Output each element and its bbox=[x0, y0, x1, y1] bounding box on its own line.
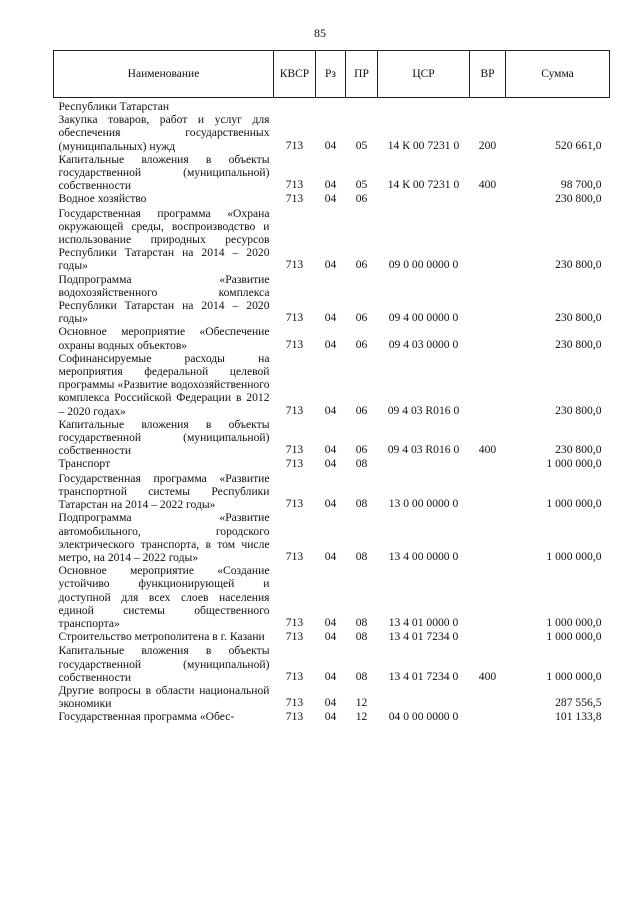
cell-name: Транспорт bbox=[58, 457, 111, 471]
cell-vr bbox=[470, 630, 506, 644]
cell-csr: 14 К 00 7231 0 bbox=[387, 178, 460, 192]
cell-pr: 12 bbox=[355, 696, 368, 710]
cell-vr bbox=[470, 472, 506, 512]
cell-kvsr: 713 bbox=[285, 403, 304, 417]
cell-name: Подпрограмма «Развитие автомобильного, городского электрического транспорта, в том числе метро, на 2014 – 2022 годы» bbox=[58, 511, 270, 564]
cell-name: Капитальные вложения в объекты государственной (муниципальной) собственности bbox=[58, 417, 270, 458]
table-row bbox=[54, 472, 610, 512]
cell-vr bbox=[470, 684, 506, 710]
cell-pr: 08 bbox=[355, 549, 368, 563]
table-row bbox=[54, 273, 610, 326]
table-row bbox=[54, 207, 610, 273]
budget-table bbox=[53, 50, 610, 725]
cell-rz: 04 bbox=[324, 615, 337, 629]
cell-rz: 04 bbox=[324, 710, 337, 724]
cell-sum: 230 800,0 bbox=[555, 311, 602, 325]
cell-sum: 230 800,0 bbox=[555, 192, 602, 206]
cell-sum: 98 700,0 bbox=[560, 178, 602, 192]
cell-rz: 04 bbox=[324, 192, 337, 206]
cell-csr: 14 К 00 7231 0 bbox=[387, 138, 460, 152]
cell-sum bbox=[506, 98, 610, 114]
table-row bbox=[54, 644, 610, 684]
table-row bbox=[54, 418, 610, 458]
cell-kvsr: 713 bbox=[285, 443, 304, 457]
cell-kvsr: 713 bbox=[285, 549, 304, 563]
header-csr: ЦСР bbox=[378, 51, 470, 98]
cell-csr: 04 0 00 0000 0 bbox=[388, 710, 459, 724]
cell-kvsr: 713 bbox=[285, 258, 304, 272]
cell-csr: 13 4 01 0000 0 bbox=[388, 615, 459, 629]
cell-csr: 09 0 00 0000 0 bbox=[388, 258, 459, 272]
cell-vr bbox=[470, 325, 506, 351]
cell-csr: 13 4 01 7234 0 bbox=[388, 669, 459, 683]
cell-sum: 101 133,8 bbox=[555, 710, 602, 724]
cell-pr: 08 bbox=[355, 630, 368, 644]
cell-vr: 400 bbox=[478, 669, 497, 683]
table-row bbox=[54, 352, 610, 418]
header-rz: Рз bbox=[316, 51, 346, 98]
cell-sum: 1 000 000,0 bbox=[546, 669, 602, 683]
cell-kvsr: 713 bbox=[285, 497, 304, 511]
table-row bbox=[54, 684, 610, 710]
cell-rz: 04 bbox=[324, 337, 337, 351]
cell-sum: 520 661,0 bbox=[555, 138, 602, 152]
header-kvsr: КВСР bbox=[274, 51, 316, 98]
cell-pr: 05 bbox=[355, 178, 368, 192]
cell-csr bbox=[378, 684, 470, 710]
table-row bbox=[54, 457, 610, 471]
cell-rz: 04 bbox=[324, 311, 337, 325]
table-header-row bbox=[54, 51, 610, 98]
cell-csr: 09 4 03 0000 0 bbox=[388, 337, 459, 351]
cell-pr: 06 bbox=[355, 311, 368, 325]
cell-csr: 13 4 00 0000 0 bbox=[388, 549, 459, 563]
cell-name: Закупка товаров, работ и услуг для обеспечения государственных (муниципальных) нужд bbox=[58, 113, 270, 153]
cell-kvsr: 713 bbox=[285, 178, 304, 192]
cell-rz: 04 bbox=[324, 630, 337, 644]
cell-name: Государственная программа «Развитие транспортной системы Республики Татарстан на 2014 – 2022 годы» bbox=[58, 471, 270, 512]
cell-name: Подпрограмма «Развитие водохозяйственного комплекса Республики Татарстан на 2014 – 2020 годы» bbox=[58, 272, 270, 326]
cell-name: Строительство метрополитена в г. Казани bbox=[58, 630, 265, 644]
cell-vr: 400 bbox=[478, 178, 497, 192]
cell-rz: 04 bbox=[324, 258, 337, 272]
cell-csr: 09 4 00 0000 0 bbox=[388, 311, 459, 325]
cell-rz: 04 bbox=[324, 497, 337, 511]
cell-vr bbox=[470, 273, 506, 326]
cell-name: Государственная программа «Обес- bbox=[58, 710, 235, 724]
cell-csr: 09 4 03 R016 0 bbox=[387, 403, 460, 417]
cell-pr: 08 bbox=[355, 669, 368, 683]
cell-kvsr: 713 bbox=[285, 615, 304, 629]
cell-rz bbox=[316, 98, 346, 114]
cell-sum: 1 000 000,0 bbox=[546, 630, 602, 644]
cell-vr bbox=[470, 457, 506, 471]
cell-kvsr: 713 bbox=[285, 710, 304, 724]
cell-sum: 1 000 000,0 bbox=[546, 457, 602, 471]
cell-kvsr: 713 bbox=[285, 138, 304, 152]
cell-pr: 06 bbox=[355, 258, 368, 272]
table-row bbox=[54, 192, 610, 206]
cell-pr: 08 bbox=[355, 615, 368, 629]
cell-sum: 230 800,0 bbox=[555, 403, 602, 417]
table-row bbox=[54, 325, 610, 351]
cell-csr: 13 4 01 7234 0 bbox=[388, 630, 459, 644]
cell-vr: 200 bbox=[478, 138, 497, 152]
cell-vr: 400 bbox=[478, 443, 497, 457]
cell-pr: 08 bbox=[355, 457, 368, 471]
cell-csr bbox=[378, 98, 470, 114]
cell-sum: 287 556,5 bbox=[555, 696, 602, 710]
cell-name: Основное мероприятие «Создание устойчиво функционирующей и доступной для всех слоев населения единой системы общественного транспорта» bbox=[58, 564, 270, 630]
cell-pr: 06 bbox=[355, 337, 368, 351]
cell-vr bbox=[470, 511, 506, 564]
cell-kvsr bbox=[274, 98, 316, 114]
cell-pr: 06 bbox=[355, 192, 368, 206]
table-row bbox=[54, 98, 610, 114]
cell-name: Капитальные вложения в объекты государственной (муниципальной) собственности bbox=[58, 644, 270, 684]
cell-sum: 1 000 000,0 bbox=[546, 615, 602, 629]
cell-vr bbox=[470, 564, 506, 630]
cell-kvsr: 713 bbox=[285, 696, 304, 710]
header-vr: ВР bbox=[470, 51, 506, 98]
cell-sum: 1 000 000,0 bbox=[546, 549, 602, 563]
cell-sum: 1 000 000,0 bbox=[546, 497, 602, 511]
cell-kvsr: 713 bbox=[285, 457, 304, 471]
cell-name: Софинансируемые расходы на мероприятия федеральной целевой программы «Развитие водохозяйственного комплекса Российской Федерации в 2012 – 2020 годах» bbox=[58, 351, 270, 418]
table-body bbox=[54, 98, 610, 725]
cell-name: Основное мероприятие «Обеспечение охраны водных объектов» bbox=[58, 325, 270, 352]
cell-kvsr: 713 bbox=[285, 311, 304, 325]
cell-kvsr: 713 bbox=[285, 630, 304, 644]
cell-name: Капитальные вложения в объекты государственной (муниципальной) собственности bbox=[58, 152, 270, 193]
header-pr: ПР bbox=[346, 51, 378, 98]
cell-pr bbox=[346, 98, 378, 114]
table-row bbox=[54, 630, 610, 644]
cell-pr: 06 bbox=[355, 443, 368, 457]
cell-rz: 04 bbox=[324, 457, 337, 471]
cell-pr: 06 bbox=[355, 403, 368, 417]
cell-vr bbox=[470, 352, 506, 418]
cell-name: Республики Татарстан bbox=[58, 100, 170, 113]
cell-kvsr: 713 bbox=[285, 337, 304, 351]
cell-rz: 04 bbox=[324, 178, 337, 192]
cell-sum: 230 800,0 bbox=[555, 258, 602, 272]
cell-kvsr: 713 bbox=[285, 669, 304, 683]
cell-rz: 04 bbox=[324, 549, 337, 563]
cell-vr bbox=[470, 207, 506, 273]
cell-vr bbox=[470, 192, 506, 206]
cell-csr bbox=[378, 192, 470, 206]
cell-vr bbox=[470, 98, 506, 114]
cell-sum: 230 800,0 bbox=[555, 443, 602, 457]
table-row bbox=[54, 153, 610, 193]
cell-rz: 04 bbox=[324, 443, 337, 457]
cell-pr: 12 bbox=[355, 710, 368, 724]
cell-csr bbox=[378, 457, 470, 471]
cell-kvsr: 713 bbox=[285, 192, 304, 206]
cell-rz: 04 bbox=[324, 403, 337, 417]
table-row bbox=[54, 564, 610, 630]
table-row bbox=[54, 113, 610, 153]
cell-csr: 09 4 03 R016 0 bbox=[387, 443, 460, 457]
cell-rz: 04 bbox=[324, 669, 337, 683]
cell-name: Другие вопросы в области национальной экономики bbox=[58, 683, 270, 711]
cell-name: Водное хозяйство bbox=[58, 192, 147, 206]
cell-pr: 05 bbox=[355, 138, 368, 152]
cell-sum: 230 800,0 bbox=[555, 337, 602, 351]
cell-csr: 13 0 00 0000 0 bbox=[388, 497, 459, 511]
header-sum: Сумма bbox=[506, 51, 610, 98]
table-row bbox=[54, 511, 610, 564]
cell-rz: 04 bbox=[324, 138, 337, 152]
page-number: 85 bbox=[314, 26, 326, 40]
cell-name: Государственная программа «Охрана окружающей среды, воспроизводство и использование природных ресурсов Республики Татарстан на 2014 – 2020 годы» bbox=[58, 206, 270, 273]
table-row bbox=[54, 710, 610, 724]
cell-pr: 08 bbox=[355, 497, 368, 511]
cell-rz: 04 bbox=[324, 696, 337, 710]
cell-vr bbox=[470, 710, 506, 724]
header-name: Наименование bbox=[54, 51, 274, 98]
